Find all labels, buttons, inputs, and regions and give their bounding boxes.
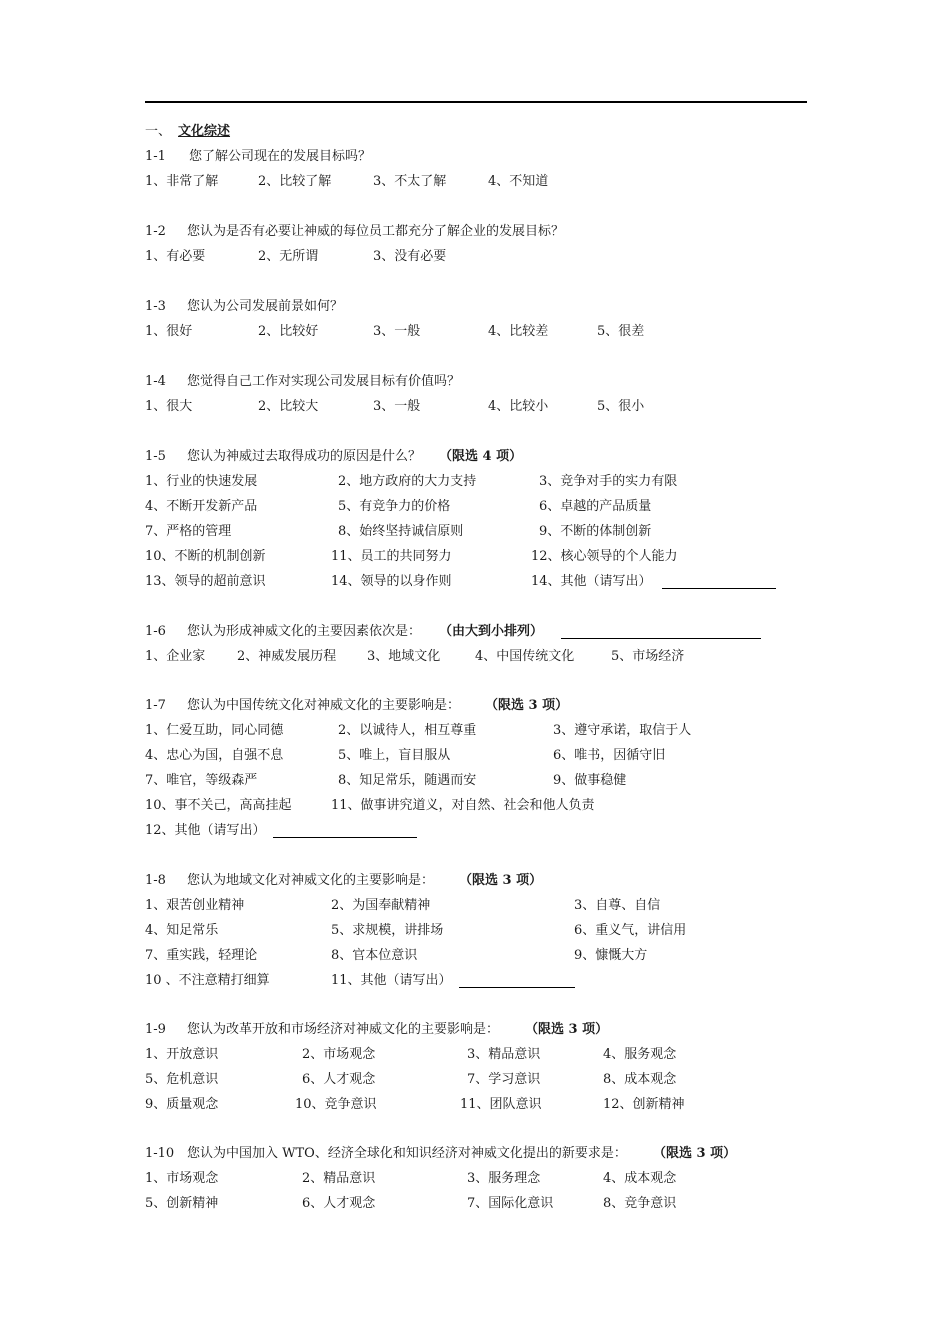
option[interactable]: 9、慷慨大方 bbox=[574, 948, 648, 963]
option[interactable]: 5、很差 bbox=[597, 324, 645, 339]
option[interactable]: 6、人才观念 bbox=[302, 1196, 376, 1211]
question-number: 1-9 bbox=[145, 1022, 166, 1037]
option[interactable]: 3、一般 bbox=[373, 324, 421, 339]
option[interactable]: 4、中国传统文化 bbox=[475, 649, 575, 664]
option[interactable]: 2、比较好 bbox=[258, 324, 319, 339]
question-text: 您认为中国传统文化对神威文化的主要影响是： bbox=[187, 698, 461, 713]
option[interactable]: 1、行业的快速发展 bbox=[145, 474, 258, 489]
option[interactable]: 11、做事讲究道义，对自然、社会和他人负责 bbox=[331, 798, 595, 813]
answer-blank[interactable] bbox=[561, 626, 761, 639]
question-note: （限选 3 项） bbox=[485, 698, 569, 713]
option[interactable]: 8、始终坚持诚信原则 bbox=[338, 524, 464, 539]
option[interactable]: 7、重实践，轻理论 bbox=[145, 948, 258, 963]
option[interactable]: 1、企业家 bbox=[145, 649, 206, 664]
question-text: 您认为改革开放和市场经济对神威文化的主要影响是： bbox=[187, 1022, 500, 1037]
option[interactable]: 3、服务理念 bbox=[467, 1171, 541, 1186]
option[interactable]: 5、求规模，讲排场 bbox=[331, 923, 444, 938]
option[interactable]: 3、地域文化 bbox=[367, 649, 441, 664]
question-text: 您认为神威过去取得成功的原因是什么？ bbox=[187, 449, 422, 464]
question-number: 1-1 bbox=[145, 149, 166, 164]
option[interactable]: 5、创新精神 bbox=[145, 1196, 219, 1211]
option[interactable]: 6、重义气，讲信用 bbox=[574, 923, 687, 938]
option[interactable]: 4、服务观念 bbox=[603, 1047, 677, 1062]
option[interactable]: 4、忠心为国，自强不息 bbox=[145, 748, 284, 763]
question-number: 1-3 bbox=[145, 299, 166, 314]
option[interactable]: 4、知足常乐 bbox=[145, 923, 219, 938]
question-text: 您了解公司现在的发展目标吗？ bbox=[189, 149, 372, 164]
question-note: （限选 3 项） bbox=[459, 873, 543, 888]
answer-blank[interactable] bbox=[273, 825, 417, 838]
option[interactable]: 2、比较大 bbox=[258, 399, 319, 414]
option[interactable]: 3、自尊、自信 bbox=[574, 898, 661, 913]
option[interactable]: 3、遵守承诺，取信于人 bbox=[553, 723, 692, 738]
option[interactable]: 7、国际化意识 bbox=[467, 1196, 554, 1211]
option[interactable]: 10、不断的机制创新 bbox=[145, 549, 266, 564]
option[interactable]: 8、竞争意识 bbox=[603, 1196, 677, 1211]
option[interactable]: 5、有竞争力的价格 bbox=[338, 499, 451, 514]
option[interactable]: 4、比较差 bbox=[488, 324, 549, 339]
question-text: 您认为形成神威文化的主要因素依次是： bbox=[187, 624, 422, 639]
option[interactable]: 10 、不注意精打细算 bbox=[145, 973, 270, 988]
option[interactable]: 4、不知道 bbox=[488, 174, 549, 189]
option[interactable]: 11、其他（请写出） bbox=[331, 973, 452, 988]
option[interactable]: 6、人才观念 bbox=[302, 1072, 376, 1087]
option[interactable]: 4、比较小 bbox=[488, 399, 549, 414]
option[interactable]: 13、领导的超前意识 bbox=[145, 574, 266, 589]
question-text: 您觉得自己工作对实现公司发展目标有价值吗？ bbox=[187, 374, 461, 389]
answer-blank[interactable] bbox=[459, 975, 575, 988]
option[interactable]: 5、市场经济 bbox=[611, 649, 685, 664]
option[interactable]: 14、领导的以身作则 bbox=[331, 574, 452, 589]
option[interactable]: 10、事不关己，高高挂起 bbox=[145, 798, 292, 813]
option[interactable]: 1、非常了解 bbox=[145, 174, 219, 189]
answer-blank[interactable] bbox=[662, 576, 776, 589]
option[interactable]: 3、不太了解 bbox=[373, 174, 447, 189]
header-rule bbox=[145, 101, 807, 103]
option[interactable]: 8、成本观念 bbox=[603, 1072, 677, 1087]
option[interactable]: 1、市场观念 bbox=[145, 1171, 219, 1186]
question-number: 1-10 bbox=[145, 1146, 175, 1161]
option[interactable]: 9、不断的体制创新 bbox=[539, 524, 652, 539]
option[interactable]: 2、精品意识 bbox=[302, 1171, 376, 1186]
option[interactable]: 9、做事稳健 bbox=[553, 773, 627, 788]
option[interactable]: 1、仁爱互助，同心同德 bbox=[145, 723, 284, 738]
option[interactable]: 12、创新精神 bbox=[603, 1097, 685, 1112]
question-note: （限选 4 项） bbox=[439, 449, 523, 464]
option[interactable]: 1、艰苦创业精神 bbox=[145, 898, 245, 913]
option[interactable]: 7、学习意识 bbox=[467, 1072, 541, 1087]
option[interactable]: 6、唯书，因循守旧 bbox=[553, 748, 666, 763]
option[interactable]: 12、其他（请写出） bbox=[145, 823, 266, 838]
question-note: （限选 3 项） bbox=[525, 1022, 609, 1037]
option[interactable]: 2、比较了解 bbox=[258, 174, 332, 189]
option[interactable]: 5、很小 bbox=[597, 399, 645, 414]
option[interactable]: 2、神威发展历程 bbox=[237, 649, 337, 664]
option[interactable]: 9、质量观念 bbox=[145, 1097, 219, 1112]
option[interactable]: 3、一般 bbox=[373, 399, 421, 414]
option[interactable]: 3、精品意识 bbox=[467, 1047, 541, 1062]
option[interactable]: 11、团队意识 bbox=[460, 1097, 542, 1112]
option[interactable]: 6、卓越的产品质量 bbox=[539, 499, 652, 514]
option[interactable]: 4、不断开发新产品 bbox=[145, 499, 258, 514]
option[interactable]: 1、有必要 bbox=[145, 249, 206, 264]
question-number: 1-2 bbox=[145, 224, 166, 239]
question-note: （由大到小排列） bbox=[439, 624, 544, 639]
question-number: 1-5 bbox=[145, 449, 166, 464]
option[interactable]: 11、员工的共同努力 bbox=[331, 549, 452, 564]
question-text: 您认为是否有必要让神威的每位员工都充分了解企业的发展目标？ bbox=[187, 224, 565, 239]
option[interactable]: 2、为国奉献精神 bbox=[331, 898, 431, 913]
section-title: 文化综述 bbox=[178, 124, 231, 139]
option[interactable]: 1、很好 bbox=[145, 324, 193, 339]
question-text: 您认为地域文化对神威文化的主要影响是： bbox=[187, 873, 435, 888]
option[interactable]: 12、核心领导的个人能力 bbox=[531, 549, 678, 564]
option[interactable]: 2、地方政府的大力支持 bbox=[338, 474, 477, 489]
question-number: 1-6 bbox=[145, 624, 166, 639]
question-number: 1-8 bbox=[145, 873, 166, 888]
question-number: 1-4 bbox=[145, 374, 166, 389]
option[interactable]: 14、其他（请写出） bbox=[531, 574, 652, 589]
option[interactable]: 8、官本位意识 bbox=[331, 948, 418, 963]
option[interactable]: 2、以诚待人，相互尊重 bbox=[338, 723, 477, 738]
section-number: 一、 bbox=[145, 124, 172, 139]
option[interactable]: 5、唯上，盲目服从 bbox=[338, 748, 451, 763]
option[interactable]: 3、没有必要 bbox=[373, 249, 447, 264]
option[interactable]: 1、开放意识 bbox=[145, 1047, 219, 1062]
question-note: （限选 3 项） bbox=[653, 1146, 737, 1161]
option[interactable]: 7、严格的管理 bbox=[145, 524, 232, 539]
option[interactable]: 5、危机意识 bbox=[145, 1072, 219, 1087]
question-text: 您认为公司发展前景如何？ bbox=[187, 299, 344, 314]
option[interactable]: 4、成本观念 bbox=[603, 1171, 677, 1186]
question-text: 您认为中国加入 WTO、经济全球化和知识经济对神威文化提出的新要求是： bbox=[187, 1146, 627, 1161]
option[interactable]: 10、竞争意识 bbox=[295, 1097, 377, 1112]
option[interactable]: 3、竞争对手的实力有限 bbox=[539, 474, 678, 489]
option[interactable]: 2、市场观念 bbox=[302, 1047, 376, 1062]
option[interactable]: 7、唯官，等级森严 bbox=[145, 773, 258, 788]
option[interactable]: 2、无所谓 bbox=[258, 249, 319, 264]
option[interactable]: 1、很大 bbox=[145, 399, 193, 414]
option[interactable]: 8、知足常乐，随遇而安 bbox=[338, 773, 477, 788]
question-number: 1-7 bbox=[145, 698, 166, 713]
